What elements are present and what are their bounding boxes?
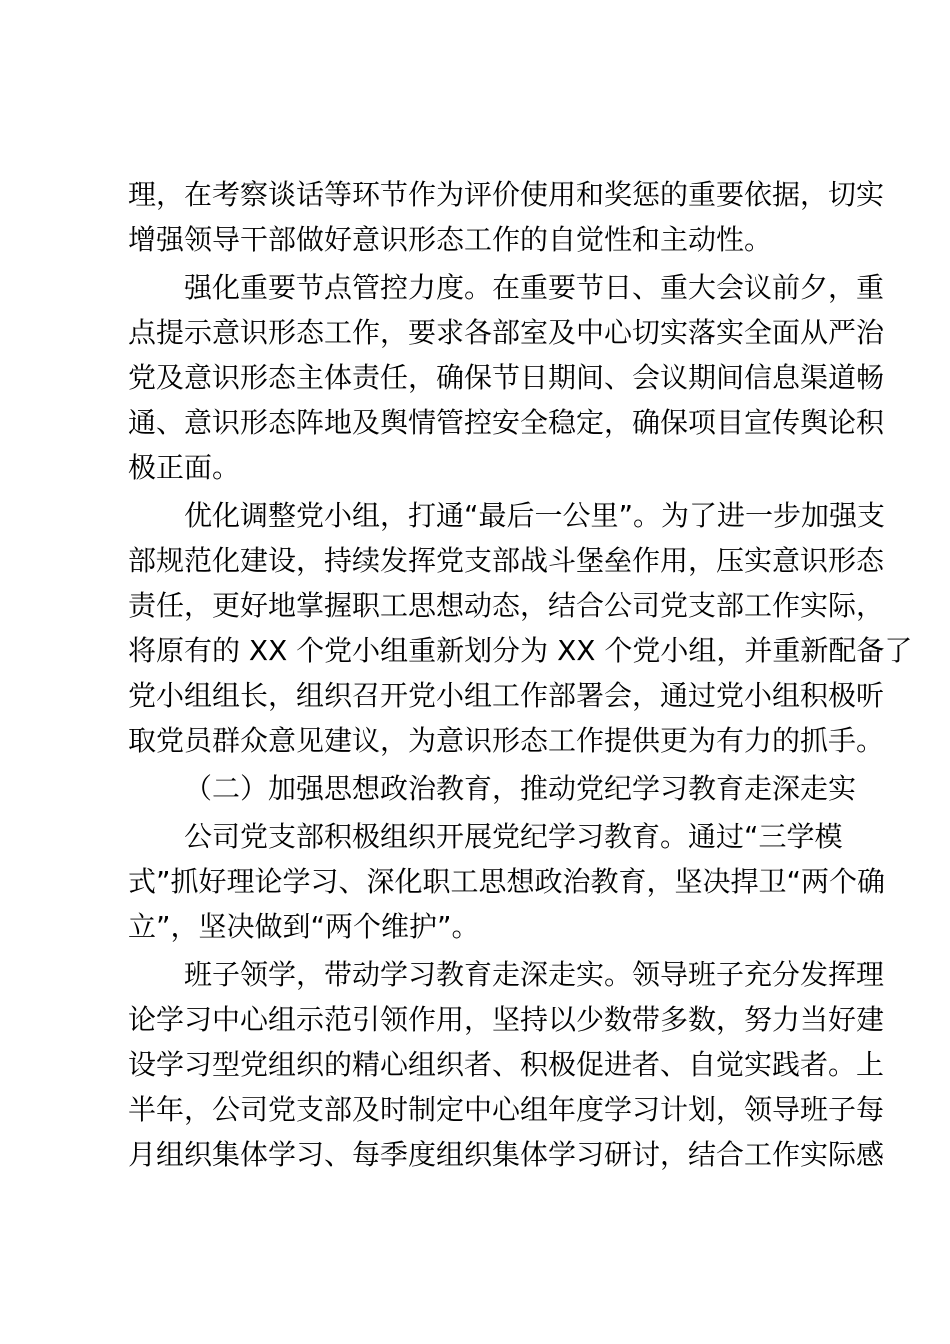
text-line: 责任，更好地掌握职工思想动态，结合公司党支部工作实际， xyxy=(128,589,885,622)
text-line: 优化调整党小组，打通“最后一公里”。为了进一步加强支 xyxy=(184,499,886,532)
text-line: 增强领导干部做好意识形态工作的自觉性和主动性。 xyxy=(128,223,773,256)
text-line: 式”抓好理论学习、深化职工思想政治教育，坚决捍卫“两个确 xyxy=(128,865,886,898)
paragraph xyxy=(128,172,885,262)
text-line: 党及意识形态主体责任，确保节日期间、会议期间信息渠道畅 xyxy=(128,361,885,394)
text-line: 通、意识形态阵地及舆情管控安全稳定，确保项目宣传舆论积 xyxy=(128,406,885,439)
section-heading xyxy=(128,766,857,811)
heading-line: （二）加强思想政治教育，推动党纪学习教育走深走实 xyxy=(184,772,857,805)
text-line: 极正面。 xyxy=(128,451,241,484)
text-line: 公司党支部积极组织开展党纪学习教育。通过“三学模 xyxy=(184,820,843,853)
text-line: 将原有的 XX 个党小组重新划分为 XX 个党小组，并重新配备了 xyxy=(128,634,913,667)
text-line: 月组织集体学习、每季度组织集体学习研讨，结合工作实际感 xyxy=(128,1138,885,1171)
text-line: 党小组组长，组织召开党小组工作部署会，通过党小组积极听 xyxy=(128,679,885,712)
paragraph xyxy=(128,265,885,490)
text-line: 取党员群众意见建议，为意识形态工作提供更为有力的抓手。 xyxy=(128,724,885,757)
text-line: 部规范化建设，持续发挥党支部战斗堡垒作用，压实意识形态 xyxy=(128,544,885,577)
paragraph xyxy=(128,952,885,1177)
body-text xyxy=(128,172,913,1180)
text-line: 强化重要节点管控力度。在重要节日、重大会议前夕，重 xyxy=(184,271,885,304)
paragraph xyxy=(128,814,886,949)
text-line: 班子领学，带动学习教育走深走实。领导班子充分发挥理 xyxy=(184,958,885,991)
text-line: 点提示意识形态工作，要求各部室及中心切实落实全面从严治 xyxy=(128,316,885,349)
text-line: 立”，坚决做到“两个维护”。 xyxy=(128,910,480,943)
text-line: 设学习型党组织的精心组织者、积极促进者、自觉实践者。上 xyxy=(128,1048,885,1081)
text-line: 半年，公司党支部及时制定中心组年度学习计划，领导班子每 xyxy=(128,1093,885,1126)
text-line: 理，在考察谈话等环节作为评价使用和奖惩的重要依据，切实 xyxy=(128,178,885,211)
paragraph xyxy=(128,493,913,763)
text-line: 论学习中心组示范引领作用，坚持以少数带多数，努力当好建 xyxy=(128,1003,885,1036)
